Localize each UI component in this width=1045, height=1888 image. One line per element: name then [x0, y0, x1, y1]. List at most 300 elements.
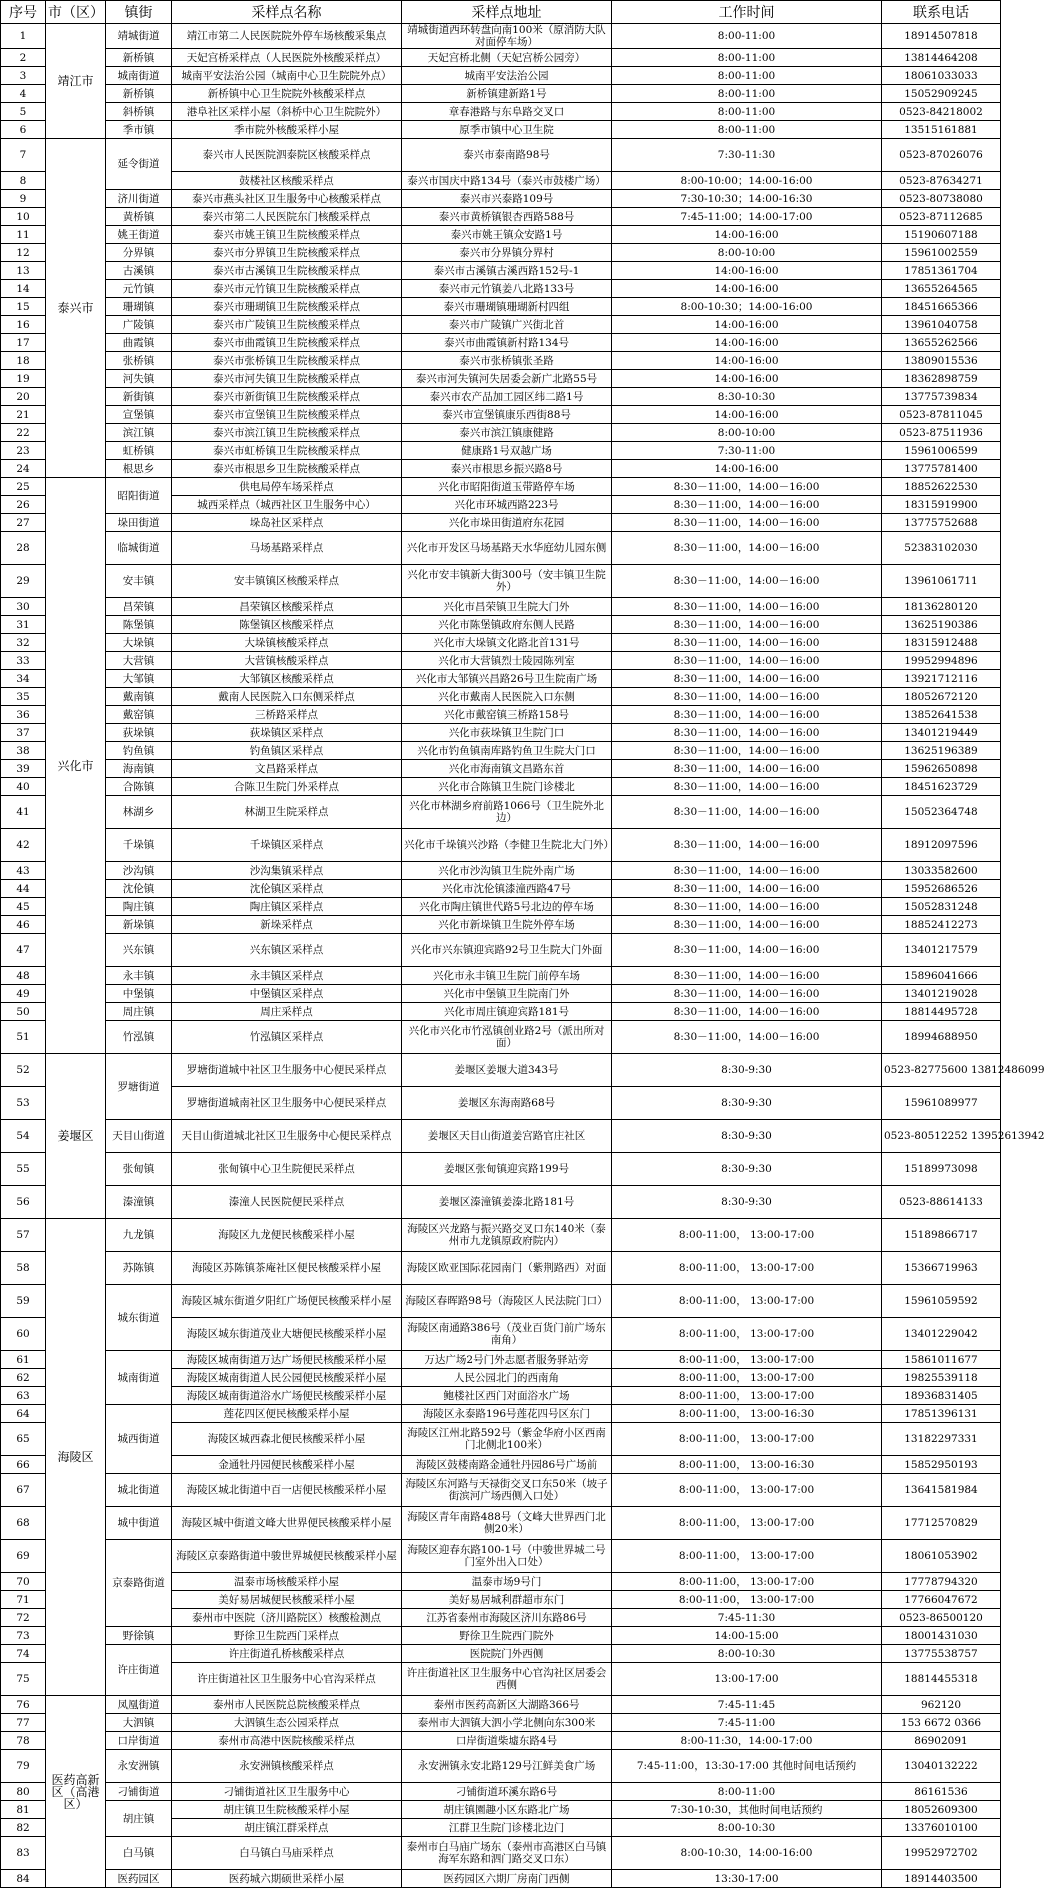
- cell-site-address: 兴化市永丰镇卫生院门前停车场: [402, 967, 612, 985]
- cell-site-address: 泰兴市农产品加工园区纬二路1号: [402, 388, 612, 406]
- cell-city-district: 海陵区: [46, 1219, 106, 1696]
- cell-town-street: 周庄镇: [106, 1003, 172, 1021]
- table-row: [1, 1837, 1001, 1870]
- cell-seq: 78: [1, 1732, 46, 1750]
- cell-work-hours: 7:45-11:00: [612, 1714, 882, 1732]
- cell-site-address: 泰兴市古溪镇古溪西路152号-1: [402, 262, 612, 280]
- cell-town-street: 口岸街道: [106, 1732, 172, 1750]
- cell-site-name: 海陵区城南街道浴水广场便民核酸采样小屋: [172, 1387, 402, 1405]
- cell-work-hours: 8:00-11:00， 13:00-17:00: [612, 1219, 882, 1252]
- cell-seq: 39: [1, 760, 46, 778]
- cell-phone: 18052609300: [882, 1801, 1001, 1819]
- table-row: [1, 880, 1001, 898]
- table-row: [1, 652, 1001, 670]
- table-row: [1, 352, 1001, 370]
- cell-seq: 11: [1, 226, 46, 244]
- cell-seq: 15: [1, 298, 46, 316]
- cell-site-name: 天妃宫桥采样点（人民医院外核酸采样点）: [172, 49, 402, 67]
- cell-town-street: 野徐镇: [106, 1627, 172, 1645]
- table-row: [1, 103, 1001, 121]
- cell-site-name: 泰兴市张桥镇卫生院核酸采样点: [172, 352, 402, 370]
- cell-site-address: 野徐卫生院西门院外: [402, 1627, 612, 1645]
- cell-site-address: 海陵区江州北路592号（紫金华府小区西南门北侧北100米）: [402, 1423, 612, 1456]
- cell-work-hours: 14:00-16:00: [612, 334, 882, 352]
- cell-phone: 15961006599: [882, 442, 1001, 460]
- cell-seq: 23: [1, 442, 46, 460]
- cell-site-name: 泰州市高港中医院核酸采样点: [172, 1732, 402, 1750]
- cell-site-name: 泰兴市第二人民医院东门核酸采样点: [172, 208, 402, 226]
- cell-site-name: 张甸镇中心卫生院便民采样点: [172, 1153, 402, 1186]
- cell-phone: 13376010100: [882, 1819, 1001, 1837]
- cell-seq: 74: [1, 1645, 46, 1663]
- table-row: [1, 670, 1001, 688]
- cell-work-hours: 8:30－11:00，14:00－16:00: [612, 532, 882, 565]
- cell-work-hours: 8:30－11:00，14:00－16:00: [612, 670, 882, 688]
- table-row: [1, 1714, 1001, 1732]
- cell-town-street: 陈堡镇: [106, 616, 172, 634]
- cell-site-address: 海陵区青年南路488号（文峰大世界西门北侧20米）: [402, 1507, 612, 1540]
- cell-seq: 29: [1, 565, 46, 598]
- cell-site-name: 泰兴市广陵镇卫生院核酸采样点: [172, 316, 402, 334]
- cell-site-name: 陈堡镇区核酸采样点: [172, 616, 402, 634]
- cell-site-address: 兴化市戴窑镇三桥路158号: [402, 706, 612, 724]
- table-body: [1, 24, 1045, 1888]
- cell-seq: 66: [1, 1456, 46, 1474]
- cell-seq: 53: [1, 1087, 46, 1120]
- cell-seq: 38: [1, 742, 46, 760]
- cell-site-name: 罗塘街道城南社区卫生服务中心便民采样点: [172, 1087, 402, 1120]
- cell-site-name: 莲花四区便民核酸采样小屋: [172, 1405, 402, 1423]
- cell-seq: 64: [1, 1405, 46, 1423]
- cell-work-hours: 8:30－11:00，14:00－16:00: [612, 934, 882, 967]
- cell-phone: 18451623729: [882, 778, 1001, 796]
- cell-phone: 13814464208: [882, 49, 1001, 67]
- table-row: [1, 706, 1001, 724]
- cell-town-street: 沈伦镇: [106, 880, 172, 898]
- cell-site-name: 白马镇白马庙采样点: [172, 1837, 402, 1870]
- cell-site-address: 兴化市大营镇烈士陵园陈列室: [402, 652, 612, 670]
- cell-seq: 67: [1, 1474, 46, 1507]
- cell-town-street: 大邹镇: [106, 670, 172, 688]
- cell-town-street: 千垛镇: [106, 829, 172, 862]
- cell-site-address: 泰兴市分界镇分界村: [402, 244, 612, 262]
- cell-work-hours: 14:00-16:00: [612, 352, 882, 370]
- cell-site-name: 新垛采样点: [172, 916, 402, 934]
- cell-site-name: 胡庄镇江群采样点: [172, 1819, 402, 1837]
- cell-site-name: 城西采样点（城西社区卫生服务中心）: [172, 496, 402, 514]
- cell-phone: 15052909245: [882, 85, 1001, 103]
- cell-phone: 13775739834: [882, 388, 1001, 406]
- table-row: [1, 226, 1001, 244]
- table-row: [1, 1801, 1001, 1819]
- cell-work-hours: 8:30－11:00，14:00－16:00: [612, 760, 882, 778]
- cell-site-address: 兴化市昌荣镇卫生院大门外: [402, 598, 612, 616]
- cell-site-address: 兴化市陶庄镇世代路5号北边的停车场: [402, 898, 612, 916]
- cell-site-name: 泰兴市河失镇卫生院核酸采样点: [172, 370, 402, 388]
- cell-site-name: 兴东镇区采样点: [172, 934, 402, 967]
- cell-town-street: 戴南镇: [106, 688, 172, 706]
- cell-work-hours: 8:00-11:00， 13:00-17:00: [612, 1573, 882, 1591]
- cell-seq: 52: [1, 1054, 46, 1087]
- cell-site-address: 泰兴市根思乡振兴路8号: [402, 460, 612, 478]
- cell-town-street: 虹桥镇: [106, 442, 172, 460]
- table-row: [1, 1732, 1001, 1750]
- cell-work-hours: 8:30-9:30: [612, 1054, 882, 1087]
- cell-phone: 18061053902: [882, 1540, 1001, 1573]
- cell-site-address: 江苏省泰州市海陵区济川东路86号: [402, 1609, 612, 1627]
- cell-site-name: 昌荣镇区核酸采样点: [172, 598, 402, 616]
- cell-seq: 79: [1, 1750, 46, 1783]
- cell-work-hours: 7:45-11:00；14:00-17:00: [612, 208, 882, 226]
- cell-site-address: 兴化市兴化市竹泓镇创业路2号（派出所对面）: [402, 1021, 612, 1054]
- cell-phone: 17851396131: [882, 1405, 1001, 1423]
- cell-phone: 0523-82775600 13812486099: [882, 1054, 1001, 1087]
- cell-site-address: 新桥镇建新路1号: [402, 85, 612, 103]
- cell-phone: 13040132222: [882, 1750, 1001, 1783]
- cell-site-name: 陶庄镇区采样点: [172, 898, 402, 916]
- cell-work-hours: 8:00-11:00， 13:00-17:00: [612, 1540, 882, 1573]
- table-row: [1, 829, 1001, 862]
- cell-site-address: 海陵区东河路与天禄街交叉口东50米（坡子街滨河广场西侧入口处）: [402, 1474, 612, 1507]
- cell-site-name: 泰兴市分界镇卫生院核酸采样点: [172, 244, 402, 262]
- cell-seq: 30: [1, 598, 46, 616]
- cell-phone: 17766047672: [882, 1591, 1001, 1609]
- cell-work-hours: 14:00-16:00: [612, 226, 882, 244]
- cell-phone: 13401219028: [882, 985, 1001, 1003]
- cell-city-district: 姜堰区: [46, 1054, 106, 1219]
- table-row: [1, 1003, 1001, 1021]
- cell-work-hours: 8:30－11:00，14:00－16:00: [612, 778, 882, 796]
- cell-site-name: 竹泓镇区采样点: [172, 1021, 402, 1054]
- cell-town-street: 胡庄镇: [106, 1801, 172, 1837]
- cell-city-district: 泰兴市: [46, 139, 106, 478]
- cell-town-street: 分界镇: [106, 244, 172, 262]
- cell-site-name: 海陵区城东街道夕阳红广场便民核酸采样小屋: [172, 1285, 402, 1318]
- cell-site-name: 文昌路采样点: [172, 760, 402, 778]
- cell-phone: 13775752688: [882, 514, 1001, 532]
- table-row: [1, 1054, 1001, 1087]
- cell-site-address: 泰兴市国庆中路134号（泰兴市鼓楼广场）: [402, 172, 612, 190]
- cell-seq: 62: [1, 1369, 46, 1387]
- cell-seq: 54: [1, 1120, 46, 1153]
- cell-site-address: 姜堰区天目山街道姜宫路官庄社区: [402, 1120, 612, 1153]
- table-row: [1, 85, 1001, 103]
- cell-phone: 18315919900: [882, 496, 1001, 514]
- cell-site-address: 兴化市昭阳街道玉带路停车场: [402, 478, 612, 496]
- cell-site-address: 海陵区鼓楼南路金通牡丹园86号广场前: [402, 1456, 612, 1474]
- cell-seq: 4: [1, 85, 46, 103]
- cell-town-street: 延令街道: [106, 139, 172, 190]
- cell-seq: 32: [1, 634, 46, 652]
- cell-site-address: 泰兴市兴泰路109号: [402, 190, 612, 208]
- cell-site-name: 泰兴市虹桥镇卫生院核酸采样点: [172, 442, 402, 460]
- cell-phone: 0523-87112685: [882, 208, 1001, 226]
- table-row: [1, 598, 1001, 616]
- cell-site-address: 泰兴市泰南路98号: [402, 139, 612, 172]
- cell-seq: 71: [1, 1591, 46, 1609]
- cell-town-street: 斜桥镇: [106, 103, 172, 121]
- table-row: [1, 616, 1001, 634]
- column-header-city-district: 市（区）: [46, 1, 106, 24]
- cell-work-hours: 13:00-17:00: [612, 1663, 882, 1696]
- cell-phone: 19952972702: [882, 1837, 1001, 1870]
- cell-work-hours: 8:00-11:00: [612, 67, 882, 85]
- cell-site-name: 海陵区城北街道中百一店便民核酸采样小屋: [172, 1474, 402, 1507]
- cell-phone: 15961089977: [882, 1087, 1001, 1120]
- cell-town-street: 根思乡: [106, 460, 172, 478]
- cell-site-address: 医药园区六期厂房南门西侧: [402, 1870, 612, 1888]
- cell-town-street: 临城街道: [106, 532, 172, 565]
- table-row: [1, 424, 1001, 442]
- table-row: [1, 190, 1001, 208]
- cell-seq: 84: [1, 1870, 46, 1888]
- cell-city-district: 兴化市: [46, 478, 106, 1054]
- cell-town-street: 钓鱼镇: [106, 742, 172, 760]
- table-row: [1, 121, 1001, 139]
- cell-seq: 56: [1, 1186, 46, 1219]
- table-row: [1, 862, 1001, 880]
- cell-seq: 21: [1, 406, 46, 424]
- cell-phone: 18936831405: [882, 1387, 1001, 1405]
- cell-site-name: 合陈卫生院门外采样点: [172, 778, 402, 796]
- table-row: [1, 49, 1001, 67]
- cell-work-hours: 8:00-11:00: [612, 103, 882, 121]
- cell-phone: 17851361704: [882, 262, 1001, 280]
- cell-site-address: 泰兴市滨江镇康健路: [402, 424, 612, 442]
- cell-site-name: 许庄街道孔桥核酸采样点: [172, 1645, 402, 1663]
- column-header-site-address: 采样点地址: [402, 1, 612, 24]
- cell-phone: 18814495728: [882, 1003, 1001, 1021]
- cell-site-address: 原季市镇中心卫生院: [402, 121, 612, 139]
- cell-site-name: 胡庄镇卫生院核酸采样小屋: [172, 1801, 402, 1819]
- cell-site-name: 供电局停车场采样点: [172, 478, 402, 496]
- cell-phone: 13401229042: [882, 1318, 1001, 1351]
- cell-site-address: 兴化市戴南人民医院入口东侧: [402, 688, 612, 706]
- cell-site-address: 兴化市环城西路223号: [402, 496, 612, 514]
- cell-work-hours: 8:30－11:00，14:00－16:00: [612, 796, 882, 829]
- cell-site-name: 林湖卫生院采样点: [172, 796, 402, 829]
- cell-seq: 83: [1, 1837, 46, 1870]
- cell-site-name: 马场基路采样点: [172, 532, 402, 565]
- table-row: [1, 967, 1001, 985]
- cell-site-address: 姜堰区溱潼镇姜溱北路181号: [402, 1186, 612, 1219]
- cell-site-address: 兴化市林湖乡府前路1066号（卫生院外北边）: [402, 796, 612, 829]
- cell-site-name: 中堡镇区采样点: [172, 985, 402, 1003]
- cell-seq: 49: [1, 985, 46, 1003]
- cell-work-hours: 8:30－11:00，14:00－16:00: [612, 967, 882, 985]
- cell-seq: 45: [1, 898, 46, 916]
- cell-town-street: 垛田街道: [106, 514, 172, 532]
- cell-seq: 80: [1, 1783, 46, 1801]
- cell-site-address: 城南平安法治公园: [402, 67, 612, 85]
- cell-town-street: 曲霞镇: [106, 334, 172, 352]
- cell-site-address: 兴化市陈堡镇政府东侧人民路: [402, 616, 612, 634]
- cell-seq: 46: [1, 916, 46, 934]
- cell-work-hours: 8:00-11:00， 13:00-17:00: [612, 1285, 882, 1318]
- cell-town-street: 河失镇: [106, 370, 172, 388]
- cell-work-hours: 14:00-15:00: [612, 1627, 882, 1645]
- cell-site-name: 港阜社区采样小屋（斜桥中心卫生院院外）: [172, 103, 402, 121]
- cell-phone: 13921712116: [882, 670, 1001, 688]
- cell-site-name: 垛岛社区采样点: [172, 514, 402, 532]
- cell-phone: 17778794320: [882, 1573, 1001, 1591]
- cell-site-address: 泰兴市宣堡镇康乐西街88号: [402, 406, 612, 424]
- cell-town-street: 张甸镇: [106, 1153, 172, 1186]
- cell-phone: 18912097596: [882, 829, 1001, 862]
- table-row: [1, 442, 1001, 460]
- cell-town-street: 昭阳街道: [106, 478, 172, 514]
- cell-site-address: 兴化市周庄镇迎宾路181号: [402, 1003, 612, 1021]
- cell-town-street: 新垛镇: [106, 916, 172, 934]
- cell-phone: 18914507818: [882, 24, 1001, 49]
- cell-seq: 17: [1, 334, 46, 352]
- cell-work-hours: 7:45-11:00，13:30-17:00 其他时间电话预约: [612, 1750, 882, 1783]
- cell-phone: 52383102030: [882, 532, 1001, 565]
- cell-town-street: 新桥镇: [106, 85, 172, 103]
- cell-seq: 57: [1, 1219, 46, 1252]
- cell-site-name: 周庄采样点: [172, 1003, 402, 1021]
- table-row: [1, 370, 1001, 388]
- table-row: [1, 934, 1001, 967]
- cell-site-address: 兴化市兴东镇迎宾路92号卫生院大门外面: [402, 934, 612, 967]
- cell-site-name: 永安洲镇核酸采样点: [172, 1750, 402, 1783]
- cell-seq: 36: [1, 706, 46, 724]
- cell-phone: 13401219449: [882, 724, 1001, 742]
- cell-site-name: 天目山街道城北社区卫生服务中心便民采样点: [172, 1120, 402, 1153]
- cell-phone: 0523-80738080: [882, 190, 1001, 208]
- cell-site-address: 兴化市荻垛镇卫生院门口: [402, 724, 612, 742]
- cell-work-hours: 8:00-11:00， 13:00-17:00: [612, 1252, 882, 1285]
- cell-seq: 73: [1, 1627, 46, 1645]
- cell-phone: 0523-87634271: [882, 172, 1001, 190]
- cell-work-hours: 8:00-11:00， 13:00-17:00: [612, 1423, 882, 1456]
- cell-site-address: 兴化市开发区马场基路天水华庭幼儿园东侧: [402, 532, 612, 565]
- cell-town-street: 荻垛镇: [106, 724, 172, 742]
- cell-site-name: 海陵区城南街道人民公园便民核酸采样小屋: [172, 1369, 402, 1387]
- cell-work-hours: 8:30－11:00，14:00－16:00: [612, 742, 882, 760]
- cell-phone: 17712570829: [882, 1507, 1001, 1540]
- cell-town-street: 大垛镇: [106, 634, 172, 652]
- table-row: [1, 898, 1001, 916]
- cell-town-street: 城南街道: [106, 1351, 172, 1405]
- cell-seq: 28: [1, 532, 46, 565]
- cell-town-street: 季市镇: [106, 121, 172, 139]
- cell-phone: 15861011677: [882, 1351, 1001, 1369]
- cell-site-name: 荻垛镇区采样点: [172, 724, 402, 742]
- cell-phone: 13625196389: [882, 742, 1001, 760]
- cell-work-hours: 8:00-11:00， 13:00-17:00: [612, 1318, 882, 1351]
- cell-seq: 1: [1, 24, 46, 49]
- table-row: [1, 139, 1001, 172]
- cell-work-hours: 8:00-11:00， 13:00-17:00: [612, 1474, 882, 1507]
- cell-phone: 15952686526: [882, 880, 1001, 898]
- cell-site-name: 大垛镇核酸采样点: [172, 634, 402, 652]
- cell-site-address: 健康路1号双越广场: [402, 442, 612, 460]
- table-row: [1, 478, 1001, 496]
- cell-work-hours: 8:30－11:00，14:00－16:00: [612, 514, 882, 532]
- cell-site-address: 泰兴市张桥镇张圣路: [402, 352, 612, 370]
- cell-work-hours: 8:30－11:00，14:00－16:00: [612, 1021, 882, 1054]
- cell-phone: 13625190386: [882, 616, 1001, 634]
- cell-site-name: 罗塘街道城中社区卫生服务中心便民采样点: [172, 1054, 402, 1087]
- cell-work-hours: 8:00-11:00， 13:00-17:00: [612, 1591, 882, 1609]
- table-row: [1, 1219, 1001, 1252]
- cell-site-address: 泰兴市姚王镇众安路1号: [402, 226, 612, 244]
- cell-site-address: 姜堰区姜堰大道343号: [402, 1054, 612, 1087]
- cell-town-street: 黄桥镇: [106, 208, 172, 226]
- cell-work-hours: 8:30－11:00，14:00－16:00: [612, 880, 882, 898]
- cell-phone: 13641581984: [882, 1474, 1001, 1507]
- cell-town-street: 宣堡镇: [106, 406, 172, 424]
- cell-phone: 18852622530: [882, 478, 1001, 496]
- cell-town-street: 大营镇: [106, 652, 172, 670]
- cell-seq: 12: [1, 244, 46, 262]
- cell-site-address: 泰州市大泗镇大泗小学北侧向东300米: [402, 1714, 612, 1732]
- column-header-work-hours: 工作时间: [612, 1, 882, 24]
- cell-seq: 35: [1, 688, 46, 706]
- cell-work-hours: 8:30－11:00，14:00－16:00: [612, 688, 882, 706]
- cell-site-name: 泰兴市根思乡卫生院核酸采样点: [172, 460, 402, 478]
- table-row: [1, 334, 1001, 352]
- cell-town-street: 林湖乡: [106, 796, 172, 829]
- cell-work-hours: 8:00-10:30，14:00-16:00: [612, 1837, 882, 1870]
- cell-town-street: 兴东镇: [106, 934, 172, 967]
- cell-work-hours: 8:00-11:00， 13:00-17:00: [612, 1507, 882, 1540]
- cell-seq: 70: [1, 1573, 46, 1591]
- cell-phone: 18061033033: [882, 67, 1001, 85]
- cell-seq: 6: [1, 121, 46, 139]
- cell-town-street: 苏陈镇: [106, 1252, 172, 1285]
- cell-phone: 18814455318: [882, 1663, 1001, 1696]
- cell-town-street: 城北街道: [106, 1474, 172, 1507]
- cell-site-name: 季市院外核酸采样小屋: [172, 121, 402, 139]
- cell-site-address: 海陵区欧亚国际花园南门（紫荆路西）对面: [402, 1252, 612, 1285]
- cell-site-address: 兴化市沙沟镇卫生院外南广场: [402, 862, 612, 880]
- cell-town-street: 靖城街道: [106, 24, 172, 49]
- table-row: [1, 244, 1001, 262]
- cell-town-street: 城西街道: [106, 1405, 172, 1474]
- cell-site-name: 泰兴市珊瑚镇卫生院核酸采样点: [172, 298, 402, 316]
- cell-work-hours: 8:30－11:00，14:00－16:00: [612, 634, 882, 652]
- table-row: [1, 1696, 1001, 1714]
- table-row: [1, 1870, 1001, 1888]
- cell-seq: 9: [1, 190, 46, 208]
- cell-site-name: 野徐卫生院西门采样点: [172, 1627, 402, 1645]
- cell-seq: 47: [1, 934, 46, 967]
- cell-work-hours: 14:00-16:00: [612, 406, 882, 424]
- cell-site-address: 许庄街道社区卫生服务中心官沟社区居委会西侧: [402, 1663, 612, 1696]
- cell-site-address: 兴化市钓鱼镇南库路钓鱼卫生院大门口: [402, 742, 612, 760]
- cell-work-hours: 8:30-9:30: [612, 1153, 882, 1186]
- cell-site-name: 泰兴市曲霞镇卫生院核酸采样点: [172, 334, 402, 352]
- cell-site-name: 金通牡丹园便民核酸采样小屋: [172, 1456, 402, 1474]
- cell-phone: 18136280120: [882, 598, 1001, 616]
- cell-site-address: 泰兴市广陵镇广兴街北首: [402, 316, 612, 334]
- cell-site-name: 新桥镇中心卫生院院外核酸采样点: [172, 85, 402, 103]
- cell-town-street: 姚王街道: [106, 226, 172, 244]
- cell-seq: 16: [1, 316, 46, 334]
- table-row: [1, 1021, 1001, 1054]
- cell-work-hours: 8:30－11:00，14:00－16:00: [612, 706, 882, 724]
- cell-seq: 13: [1, 262, 46, 280]
- cell-site-name: 鼓楼社区核酸采样点: [172, 172, 402, 190]
- cell-work-hours: 8:00-10:30；14:00-16:00: [612, 298, 882, 316]
- cell-town-street: 永安洲镇: [106, 1750, 172, 1783]
- table-row: [1, 1153, 1001, 1186]
- table-row: [1, 460, 1001, 478]
- cell-phone: 13033582600: [882, 862, 1001, 880]
- cell-seq: 63: [1, 1387, 46, 1405]
